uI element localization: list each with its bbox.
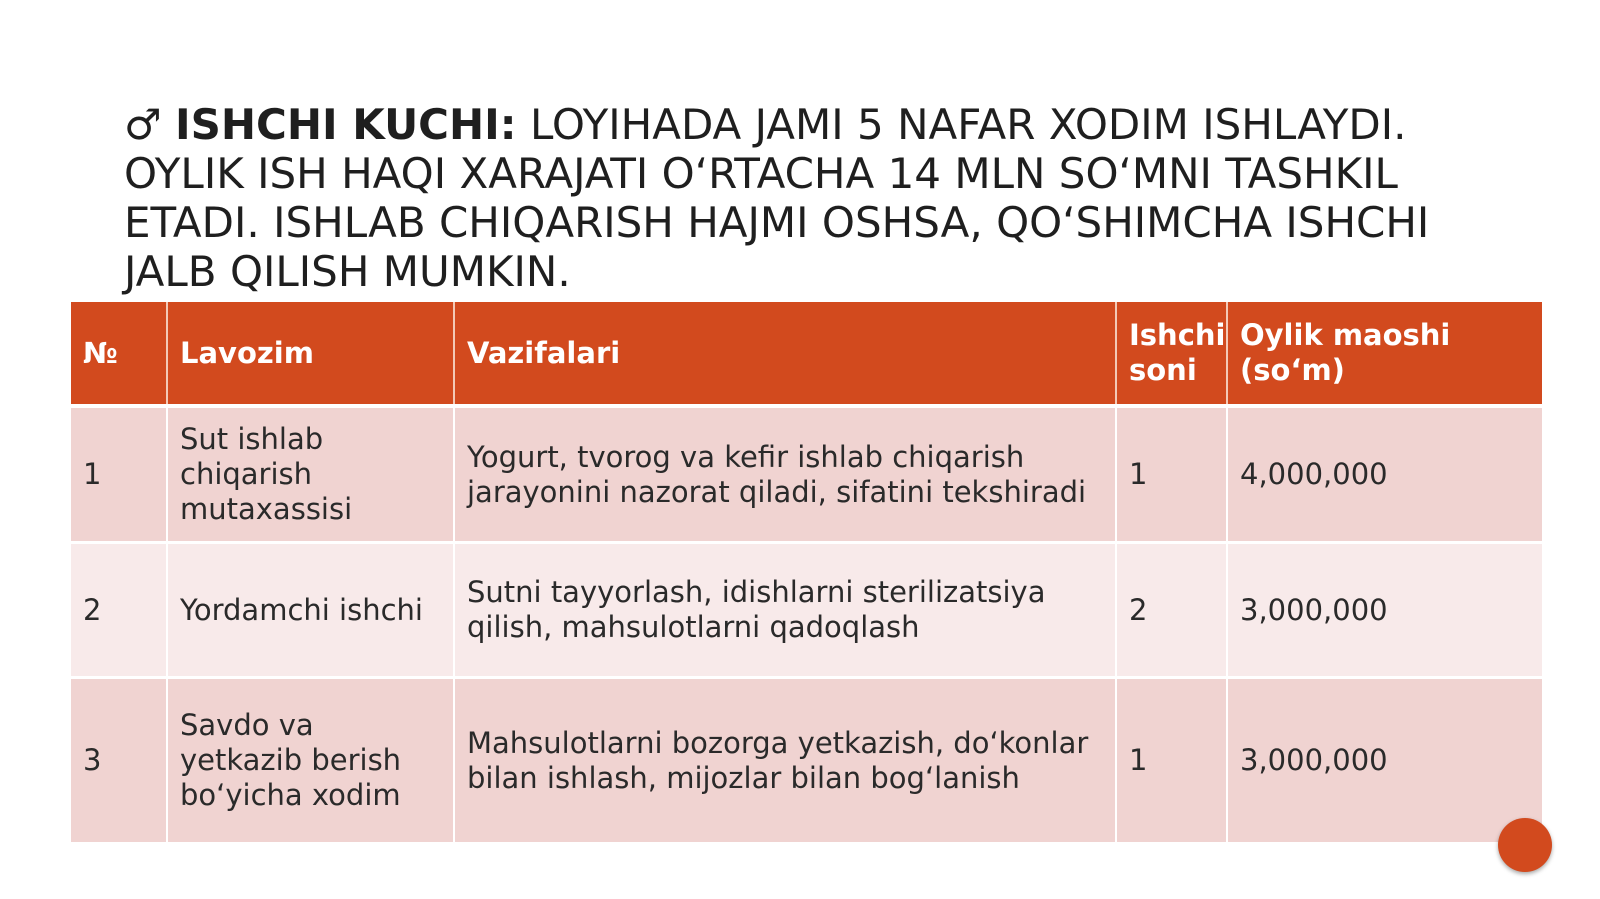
header-duties: Vazifalari [454, 302, 1116, 406]
cell-number: 3 [71, 678, 167, 844]
cell-count: 2 [1116, 543, 1227, 678]
header-worker-count: Ishchi soni [1116, 302, 1227, 406]
cell-salary: 4,000,000 [1227, 406, 1542, 543]
cell-number: 2 [71, 543, 167, 678]
table-row [71, 543, 1542, 678]
table-row [71, 406, 1542, 543]
cell-count: 1 [1116, 678, 1227, 844]
male-symbol-icon: ♂ [124, 100, 162, 149]
staff-table [71, 302, 1542, 845]
title-bold-part: ISHCHI KUCHI: [175, 100, 517, 149]
title-text: LOYIHADA JAMI 5 NAFAR XODIM ISHLAYDI. OYLIK ISH HAQI XARAJATI O‘RTACHA 14 MLN SO‘MNI TASHKIL ETADI. ISHLAB CHIQARISH HAJMI OSHSA, QO‘SHIMCHA ISHCHI JALB QILISH MUMKIN. [124, 100, 1430, 296]
header-salary: Oylik maoshi (so‘m) [1227, 302, 1542, 406]
cell-duties: Mahsulotlarni bozorga yetkazish, do‘konlar bilan ishlash, mijozlar bilan bog‘lanish [454, 678, 1116, 844]
cell-position: Sut ishlab chiqarish mutaxassisi [167, 406, 454, 543]
cell-salary: 3,000,000 [1227, 543, 1542, 678]
table-header-row [71, 302, 1542, 406]
cell-position: Savdo va yetkazib berish bo‘yicha xodim [167, 678, 454, 844]
cell-duties: Yogurt, tvorog va kefir ishlab chiqarish jarayonini nazorat qiladi, sifatini tekshiradi [454, 406, 1116, 543]
table-row [71, 678, 1542, 844]
slide-title [124, 100, 1494, 296]
header-number: № [71, 302, 167, 406]
cell-position: Yordamchi ishchi [167, 543, 454, 678]
cell-duties: Sutni tayyorlash, idishlarni sterilizatsiya qilish, mahsulotlarni qadoqlash [454, 543, 1116, 678]
cell-salary: 3,000,000 [1227, 678, 1542, 844]
cell-count: 1 [1116, 406, 1227, 543]
header-position: Lavozim [167, 302, 454, 406]
cell-number: 1 [71, 406, 167, 543]
slide-corner-circle [1498, 818, 1552, 872]
